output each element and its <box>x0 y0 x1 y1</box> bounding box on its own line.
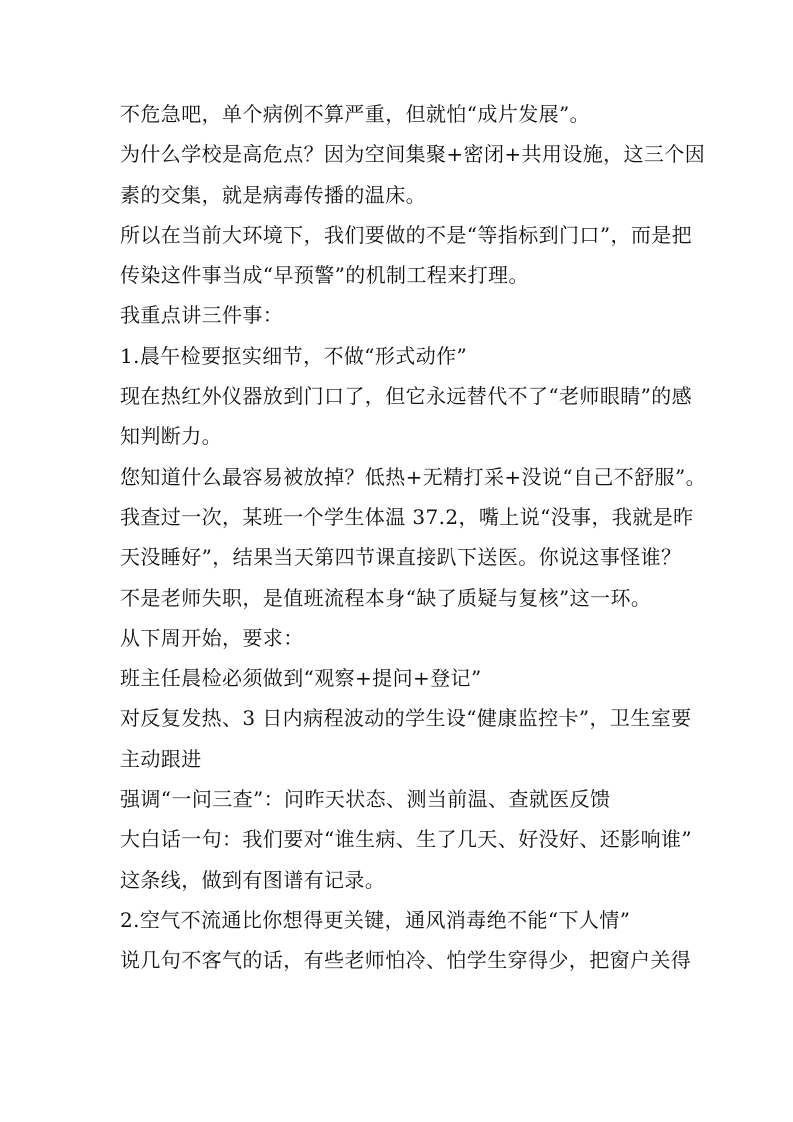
text-line: 对反复发热、3 日内病程波动的学生设“健康监控卡”，卫生室要 <box>120 706 692 731</box>
section-heading-1: 1.晨午检要抠实细节，不做“形式动作” <box>120 343 468 368</box>
text-line: 素的交集，就是病毒传播的温床。 <box>120 182 426 207</box>
text-line: 现在热红外仪器放到门口了，但它永远替代不了“老师眼睛”的感 <box>120 384 693 409</box>
text-line: 天没睡好”，结果当天第四节课直接趴下送医。你说这事怪谁？ <box>120 545 682 570</box>
document-body <box>120 94 706 981</box>
text-line: 从下周开始，要求： <box>120 625 304 650</box>
text-line: 班主任晨检必须做到“观察+提问+登记” <box>120 666 482 691</box>
text-line: 您知道什么最容易被放掉？低热+无精打采+没说“自己不舒服”。 <box>120 464 706 489</box>
text-line: 传染这件事当成“早预警”的机制工程来打理。 <box>120 263 529 288</box>
text-line: 不危急吧，单个病例不算严重，但就怕“成片发展”。 <box>120 102 591 126</box>
text-line: 说几句不客气的话，有些老师怕冷、怕学生穿得少，把窗户关得 <box>120 948 692 973</box>
text-line: 我查过一次，某班一个学生体温 37.2，嘴上说“没事，我就是昨 <box>120 504 694 529</box>
section-heading-2: 2.空气不流通比你想得更关键，通风消毒绝不能“下人情” <box>120 907 631 932</box>
text-line: 为什么学校是高危点？因为空间集聚+密闭+共用设施，这三个因 <box>120 142 706 167</box>
text-line: 这条线，做到有图谱有记录。 <box>120 867 386 892</box>
text-line: 主动跟进 <box>120 746 202 771</box>
text-line: 不是老师失职，是值班流程本身“缺了质疑与复核”这一环。 <box>120 585 652 610</box>
text-line: 大白话一句：我们要对“谁生病、生了几天、好没好、还影响谁” <box>120 827 693 852</box>
text-line: 所以在当前大环境下，我们要做的不是“等指标到门口”，而是把 <box>120 222 693 247</box>
text-line: 我重点讲三件事： <box>120 303 284 328</box>
text-line: 强调“一问三查”：问昨天状态、测当前温、查就医反馈 <box>120 787 611 812</box>
text-line: 知判断力。 <box>120 424 222 449</box>
